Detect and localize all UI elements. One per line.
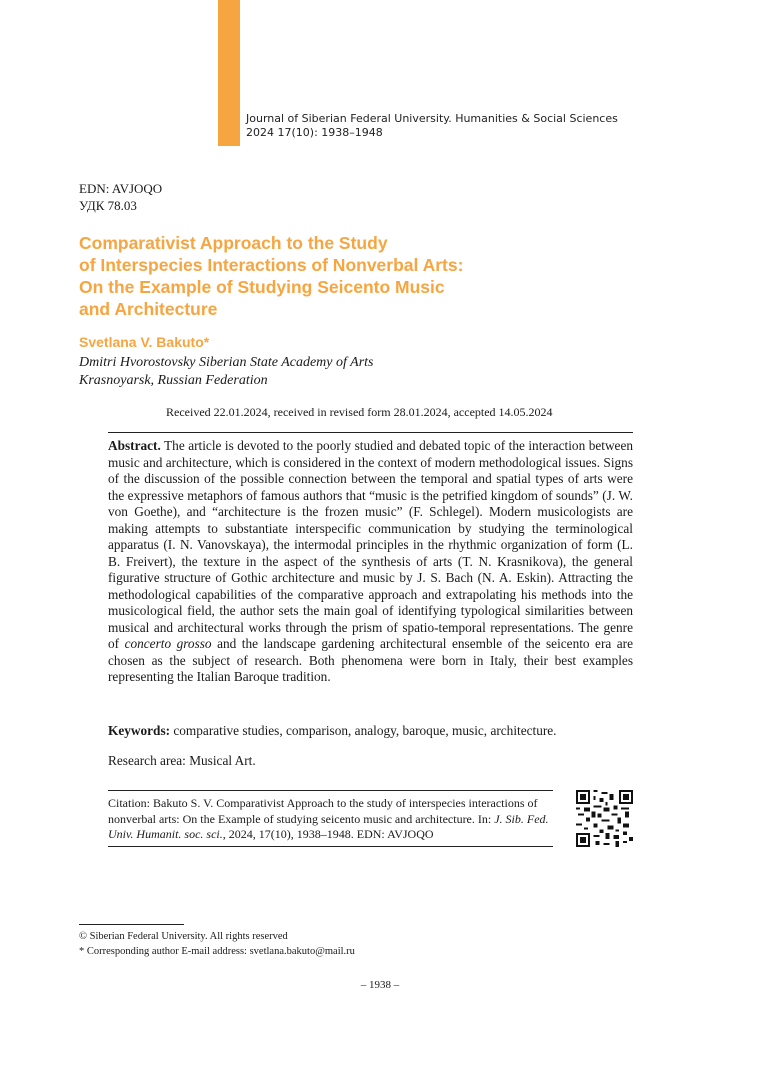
qr-code-icon[interactable] (576, 790, 633, 847)
research-area: Research area: Musical Art. (108, 753, 256, 768)
citation-text: Citation: Bakuto S. V. Comparativist Approach to the study of interspecies interactions of nonverbal arts: On the Example of studying seicento music and architecture. In: (108, 796, 538, 826)
journal-issue: 2024 17(10): 1938–1948 (246, 126, 383, 139)
abstract-italic-term: concerto grosso (124, 636, 212, 651)
abstract-text-end: and the landscape gardening architectural ensemble of the seicento era are chosen as the subject of research. Both phenomena were born in Italy, their best examples representing the Italian Baroque tradition. (108, 636, 634, 684)
abstract-text: The article is devoted to the poorly studied and debated topic of the interaction between music and architecture, which is considered in the context of modern methodological issues. Signs of the discussion of the possible connection between the temporal and spatial types of arts were the expressive metaphors of famous authors that “music is the petrified kingdom of sounds” (J. W. von Goethe), and “architecture is the frozen music” (F. Schlegel). Modern musicologists are making attempts to substantiate interspecific communication by studying the terminological apparatus (I. N. Vanovskaya), the intermodal principles in the rhythmic organization of form (L. B. Freivert), the texture in the aspect of the synthesis of arts (T. N. Krasnikova), the general figurative structure of Gothic architecture and music by J. S. Bach (N. A. Eskin). Attracting the methodological capabilities of the comparative approach and extrapolating his methods into the musicological field, the author sets the main goal of identifying typological similarities between musical and architectural works through the prism of spatio-temporal representations. The genre of (108, 438, 633, 651)
affiliation-institution: Dmitri Hvorostovsky Siberian State Academy of Arts (79, 355, 374, 370)
abstract-label: Abstract. (108, 438, 161, 453)
citation-journal: J. Sib. Fed. Univ. Humanit. soc. sci. (108, 811, 549, 841)
affiliation-location: Krasnoyarsk, Russian Federation (79, 373, 268, 388)
abstract-top-rule (108, 432, 633, 433)
journal-accent-bar (218, 0, 240, 146)
page-number: – 1938 – (360, 979, 400, 991)
keywords-list: comparative studies, comparison, analogy, baroque, music, architecture. (170, 723, 557, 738)
article-title (79, 232, 539, 320)
author-affiliation (79, 354, 373, 390)
udk-code: УДК 78.03 (79, 198, 137, 213)
keywords-label: Keywords: (108, 723, 171, 738)
title-line: Comparativist Approach to the Study (79, 233, 388, 253)
abstract (108, 438, 633, 686)
footnote-separator (79, 924, 184, 925)
title-line: of Interspecies Interactions of Nonverbal Arts: (79, 255, 464, 275)
citation-bottom-rule (108, 846, 553, 847)
title-line: and Architecture (79, 299, 218, 319)
corresponding-author-footnote: * Corresponding author E-mail address: svetlana.bakuto@mail.ru (79, 946, 355, 957)
citation-text-end: , 2024, 17(10), 1938–1948. EDN: AVJOQO (222, 827, 434, 841)
copyright-footnote: © Siberian Federal University. All rights reserved (79, 931, 288, 942)
article-identifiers (79, 180, 162, 214)
citation-top-rule (108, 790, 553, 791)
author-name: Svetlana V. Bakuto* (79, 334, 210, 350)
edn-code: EDN: AVJOQO (79, 181, 163, 196)
journal-header (246, 112, 618, 140)
received-dates: Received 22.01.2024, received in revised form 28.01.2024, accepted 14.05.2024 (166, 405, 553, 419)
journal-name: Journal of Siberian Federal University. Humanities & Social Sciences (246, 112, 618, 125)
citation (108, 796, 553, 843)
keywords (108, 723, 633, 739)
title-line: On the Example of Studying Seicento Music (79, 277, 445, 297)
